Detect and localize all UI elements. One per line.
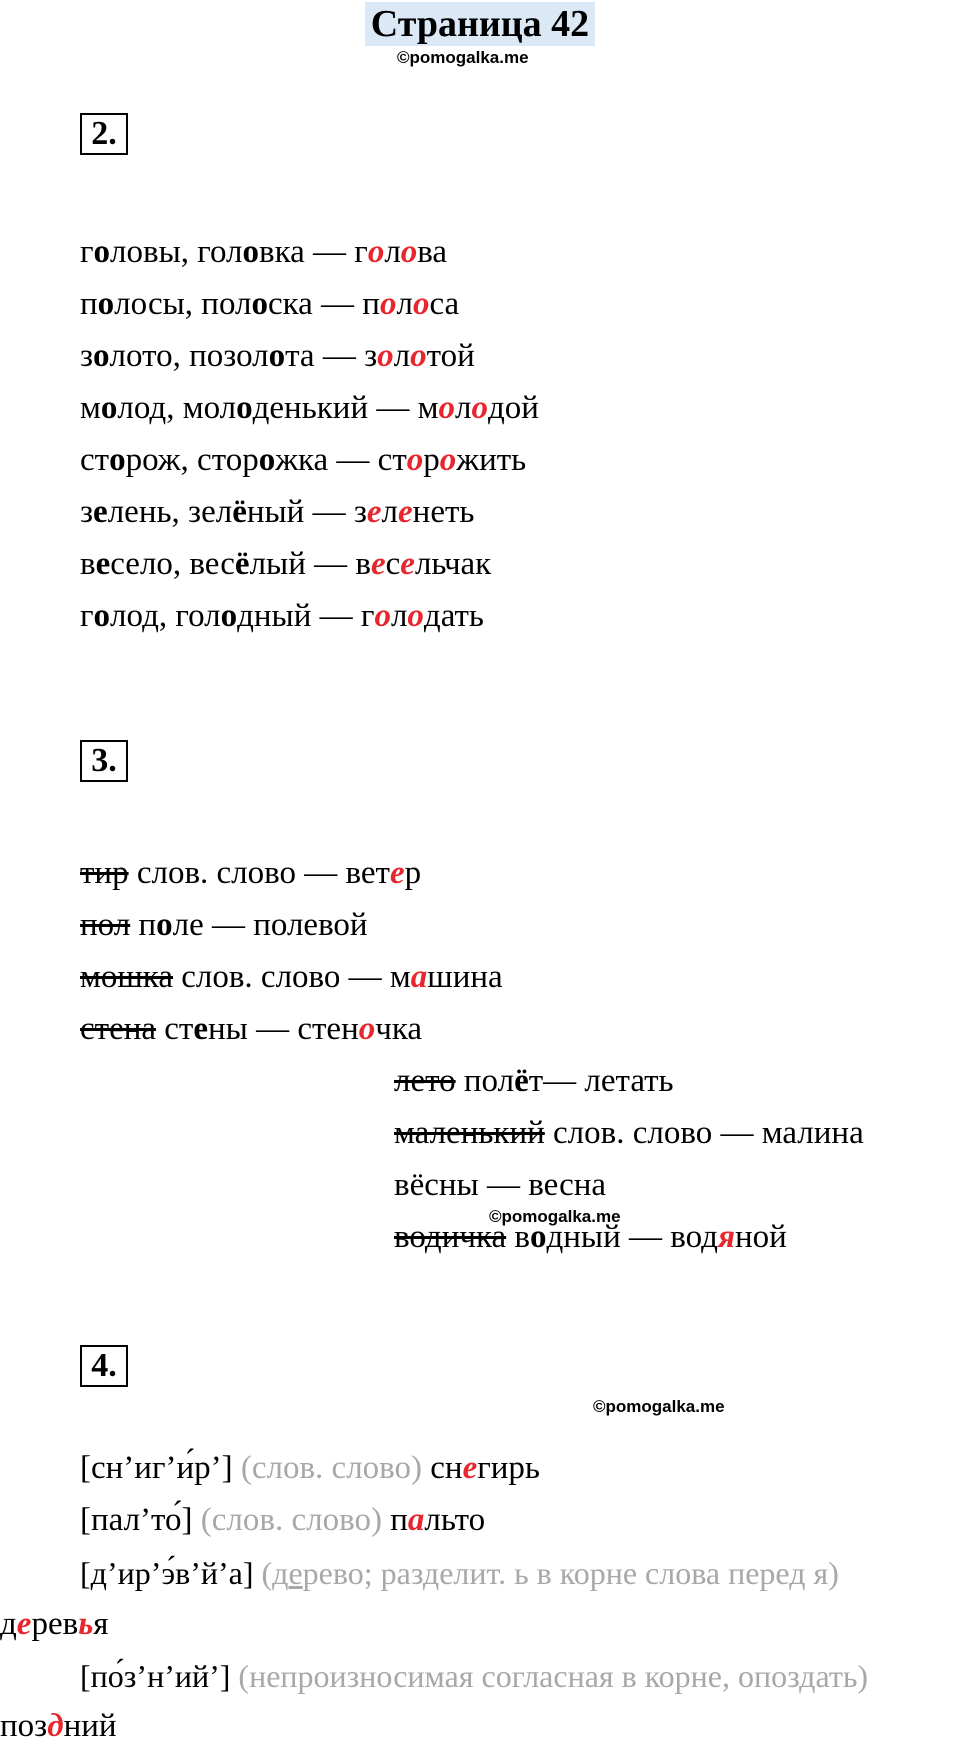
exercise-2-line (80, 336, 475, 376)
highlight-letter: о (406, 442, 424, 478)
bold-letter: о (529, 1219, 547, 1255)
word-part: та — з (285, 338, 378, 374)
word-part: сн (430, 1450, 463, 1486)
bold-letter: ё (232, 494, 247, 530)
watermark-middle: ©pomogalka.me (489, 1207, 621, 1226)
bold-letter: о (100, 390, 118, 426)
page-title-text: Страница 42 (365, 2, 595, 46)
highlight-letter: о (377, 338, 394, 374)
bold-letter: о (93, 338, 110, 374)
exercise-2-line (80, 440, 526, 480)
exercise-2-line (80, 388, 539, 428)
struck-word: стена (80, 1011, 157, 1047)
highlight-letter: о (412, 286, 430, 322)
word-part: лод, мол (117, 390, 237, 426)
exercise-2-number: 2. (80, 113, 128, 155)
word-part: л (381, 494, 398, 530)
word-part: г (80, 234, 94, 270)
highlight-letter: о (400, 234, 418, 270)
transcription: [д’ир’э́в’й’а] (80, 1555, 254, 1591)
word-part: ст (156, 1011, 194, 1047)
word-part: ва (417, 234, 448, 270)
exercise-4-line-6 (0, 1706, 117, 1746)
word-part: л (396, 286, 413, 322)
word-part: м (80, 390, 101, 426)
word-part: шина (427, 959, 503, 995)
exercise-2-line (80, 596, 484, 636)
highlight-letter: а (410, 959, 428, 995)
word-part: л (393, 338, 411, 374)
highlight-letter: о (379, 286, 397, 322)
word-part: лый — в (249, 546, 371, 582)
exercise-4-line-2 (80, 1500, 485, 1540)
word-part: п (390, 1502, 408, 1538)
word-part: денький — м (252, 390, 439, 426)
word-part: п (130, 907, 157, 943)
highlight-letter: а (407, 1502, 425, 1538)
bold-letter: о (236, 390, 253, 426)
word-part: са (429, 286, 460, 322)
watermark-bottom: ©pomogalka.me (593, 1397, 725, 1416)
word-part: дать (423, 598, 484, 634)
exercise-4-line-3 (80, 1553, 839, 1593)
word-part: чка (375, 1011, 423, 1047)
hint: (д (253, 1555, 289, 1591)
bold-letter: о (109, 442, 126, 478)
hint: (непроизносимая согласная в корне, опоз (230, 1658, 800, 1694)
bold-letter: е (193, 1011, 209, 1047)
word-part: л (384, 234, 401, 270)
exercise-4-line-4 (0, 1604, 108, 1644)
struck-word: мошка (80, 959, 173, 995)
highlight-letter: о (438, 390, 456, 426)
hint: (слов. слово) (232, 1450, 431, 1486)
highlight-letter: о (410, 338, 427, 374)
word-part: неть (412, 494, 475, 530)
word-part: з (80, 338, 94, 374)
word-part: рож, стор (125, 442, 259, 478)
word-part: д (0, 1606, 17, 1642)
word-part: р (404, 855, 422, 891)
exercise-2-line (80, 284, 459, 324)
hint-underlined-letter: е (288, 1555, 303, 1591)
word-part: жка — ст (275, 442, 407, 478)
highlight-letter: е (16, 1606, 32, 1642)
word-part: дный — г (237, 598, 375, 634)
bold-letter: ё (234, 546, 250, 582)
struck-word: лето (394, 1063, 456, 1099)
exercise-2-line (80, 232, 447, 272)
bold-letter: о (220, 598, 238, 634)
page-title (0, 2, 960, 46)
highlight-letter: о (358, 1011, 376, 1047)
word-part: ле — полевой (172, 907, 368, 943)
word-part: г (80, 598, 94, 634)
word-part: я (93, 1606, 109, 1642)
watermark-top: ©pomogalka.me (397, 48, 529, 67)
word-part: слов. слово — малина (544, 1115, 864, 1151)
word-part: вка — г (259, 234, 368, 270)
highlight-letter: о (407, 598, 424, 634)
highlight-letter: о (439, 442, 457, 478)
bold-letter: о (97, 286, 115, 322)
highlight-letter: е (400, 546, 415, 582)
highlight-letter: ь (78, 1606, 94, 1642)
bold-letter: о (251, 286, 268, 322)
word-part: слов. слово — вет (128, 855, 390, 891)
highlight-letter: е (389, 855, 405, 891)
exercise-3-line (394, 1061, 674, 1101)
highlight-letter: е (366, 494, 382, 530)
bold-letter: е (93, 494, 108, 530)
word-part: лосы, пол (114, 286, 252, 322)
word-part: в (506, 1219, 530, 1255)
exercise-4-number: 4. (80, 1345, 128, 1387)
hint: ать) (815, 1658, 869, 1694)
highlight-letter: е (398, 494, 413, 530)
word-part: пол (455, 1063, 515, 1099)
word-part: вёсны — весна (394, 1167, 607, 1203)
exercise-2-line (80, 544, 491, 584)
hint-underlined-letter: д (799, 1658, 816, 1694)
word-part: в (80, 546, 96, 582)
hint: рево; разделит. ь в корне слова перед я) (302, 1555, 839, 1591)
transcription: [по́з’н’ий’] (80, 1658, 231, 1694)
bold-letter: о (242, 234, 260, 270)
word-part: слов. слово — м (172, 959, 411, 995)
highlight-letter: д (47, 1708, 64, 1744)
bold-letter: о (93, 234, 111, 270)
word-part: той (426, 338, 475, 374)
hint: (слов. слово) (192, 1502, 391, 1538)
struck-word: водичка (394, 1219, 507, 1255)
bold-letter: о (258, 442, 276, 478)
word-part: дой (487, 390, 539, 426)
highlight-letter: о (374, 598, 391, 634)
transcription: [сн’иг’и́р’] (80, 1450, 233, 1486)
word-part: п (80, 286, 98, 322)
word-part: р (423, 442, 440, 478)
word-part: ска — п (267, 286, 380, 322)
word-part: жить (456, 442, 527, 478)
word-part: л (390, 598, 408, 634)
word-part: село, вес (110, 546, 235, 582)
word-part: ный — з (246, 494, 367, 530)
struck-word: тир (80, 855, 129, 891)
word-part: з (80, 494, 94, 530)
exercise-3-line (80, 905, 368, 945)
exercise-4-line-5 (80, 1656, 868, 1696)
bold-letter: о (93, 598, 111, 634)
word-part: рев (31, 1606, 79, 1642)
word-part: лод, гол (110, 598, 221, 634)
highlight-letter: е (462, 1450, 478, 1486)
word-part: с (385, 546, 401, 582)
word-part: ны — стен (208, 1011, 359, 1047)
highlight-letter: е (370, 546, 386, 582)
word-part: льчак (414, 546, 492, 582)
word-part: л (455, 390, 472, 426)
word-part: ной (734, 1219, 787, 1255)
exercise-2-line (80, 492, 474, 532)
bold-letter: ё (514, 1063, 529, 1099)
exercise-4-line-1 (80, 1448, 540, 1488)
word-part: ний (63, 1708, 117, 1744)
highlight-letter: я (717, 1219, 735, 1255)
word-part: т— летать (528, 1063, 674, 1099)
bold-letter: о (268, 338, 286, 374)
word-part: лень, зел (107, 494, 233, 530)
exercise-3-line (80, 1009, 422, 1049)
bold-letter: о (156, 907, 173, 943)
transcription: [пал’то́] (80, 1502, 193, 1538)
exercise-3-line (394, 1113, 864, 1153)
struck-word: маленький (394, 1115, 545, 1151)
exercise-3-line (80, 853, 421, 893)
word-part: лото, позол (109, 338, 269, 374)
word-part: поз (0, 1708, 48, 1744)
word-part: ловы, гол (110, 234, 243, 270)
word-part: ст (80, 442, 110, 478)
exercise-3-line (394, 1165, 606, 1205)
word-part: дный — вод (546, 1219, 718, 1255)
exercise-3-line (80, 957, 503, 997)
struck-word: пол (80, 907, 131, 943)
word-part: гирь (477, 1450, 540, 1486)
highlight-letter: о (367, 234, 385, 270)
highlight-letter: о (471, 390, 488, 426)
exercise-3-number: 3. (80, 740, 128, 782)
word-part: льто (424, 1502, 486, 1538)
bold-letter: е (95, 546, 111, 582)
